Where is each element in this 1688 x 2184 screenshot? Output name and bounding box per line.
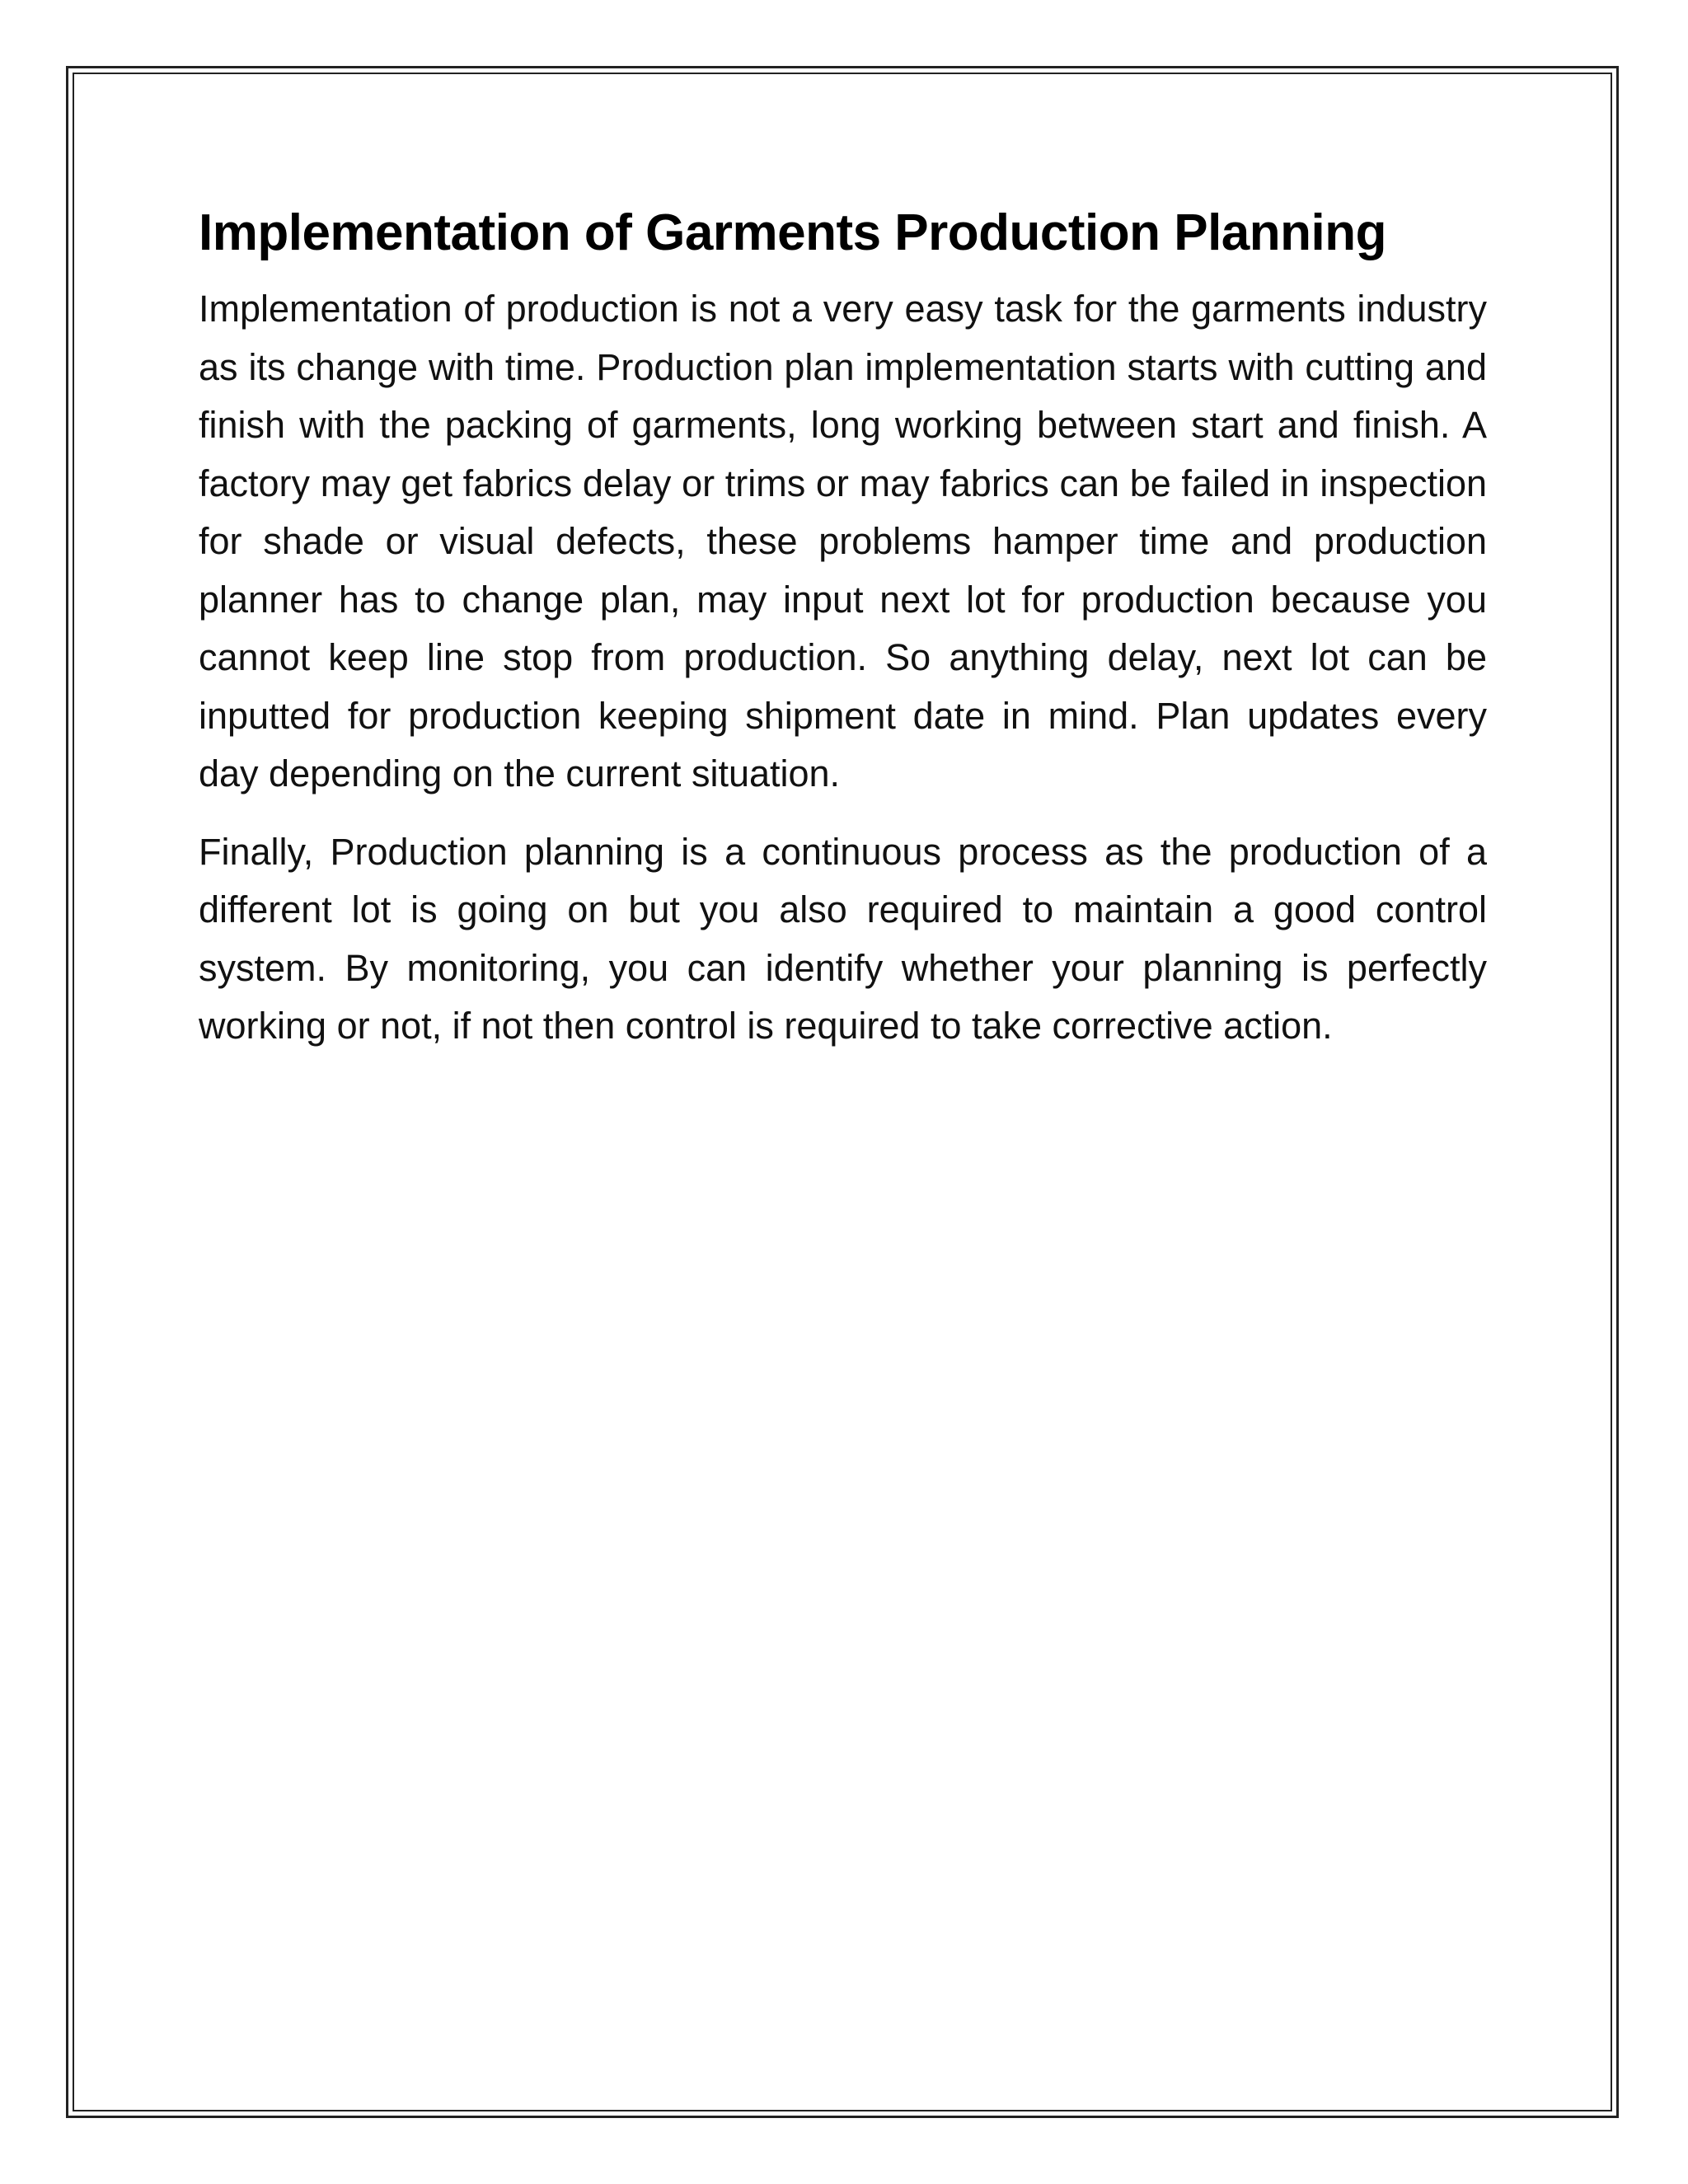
document-body xyxy=(199,198,1487,1056)
paragraph-implementation: Implementation of production is not a very easy task for the garments industry as its change with time. Production plan implementation starts with cutting and finish with the packing of garments, long working between start and finish. A factory may get fabrics delay or trims or may fabrics can be failed in inspection for shade or visual defects, these problems hamper time and production planner has to change plan, may input next lot for production because you cannot keep line stop from production. So anything delay, next lot can be inputted for production keeping shipment date in mind. Plan updates every day depending on the current situation. xyxy=(199,288,1487,794)
document-title: Implementation of Garments Production Planning xyxy=(199,204,1386,261)
paragraph-conclusion: Finally, Production planning is a continuous process as the production of a different lot is going on but you also required to maintain a good control system. By monitoring, you can identify whether your planning is perfectly working or not, if not then control is required to take corrective action. xyxy=(199,830,1487,1047)
